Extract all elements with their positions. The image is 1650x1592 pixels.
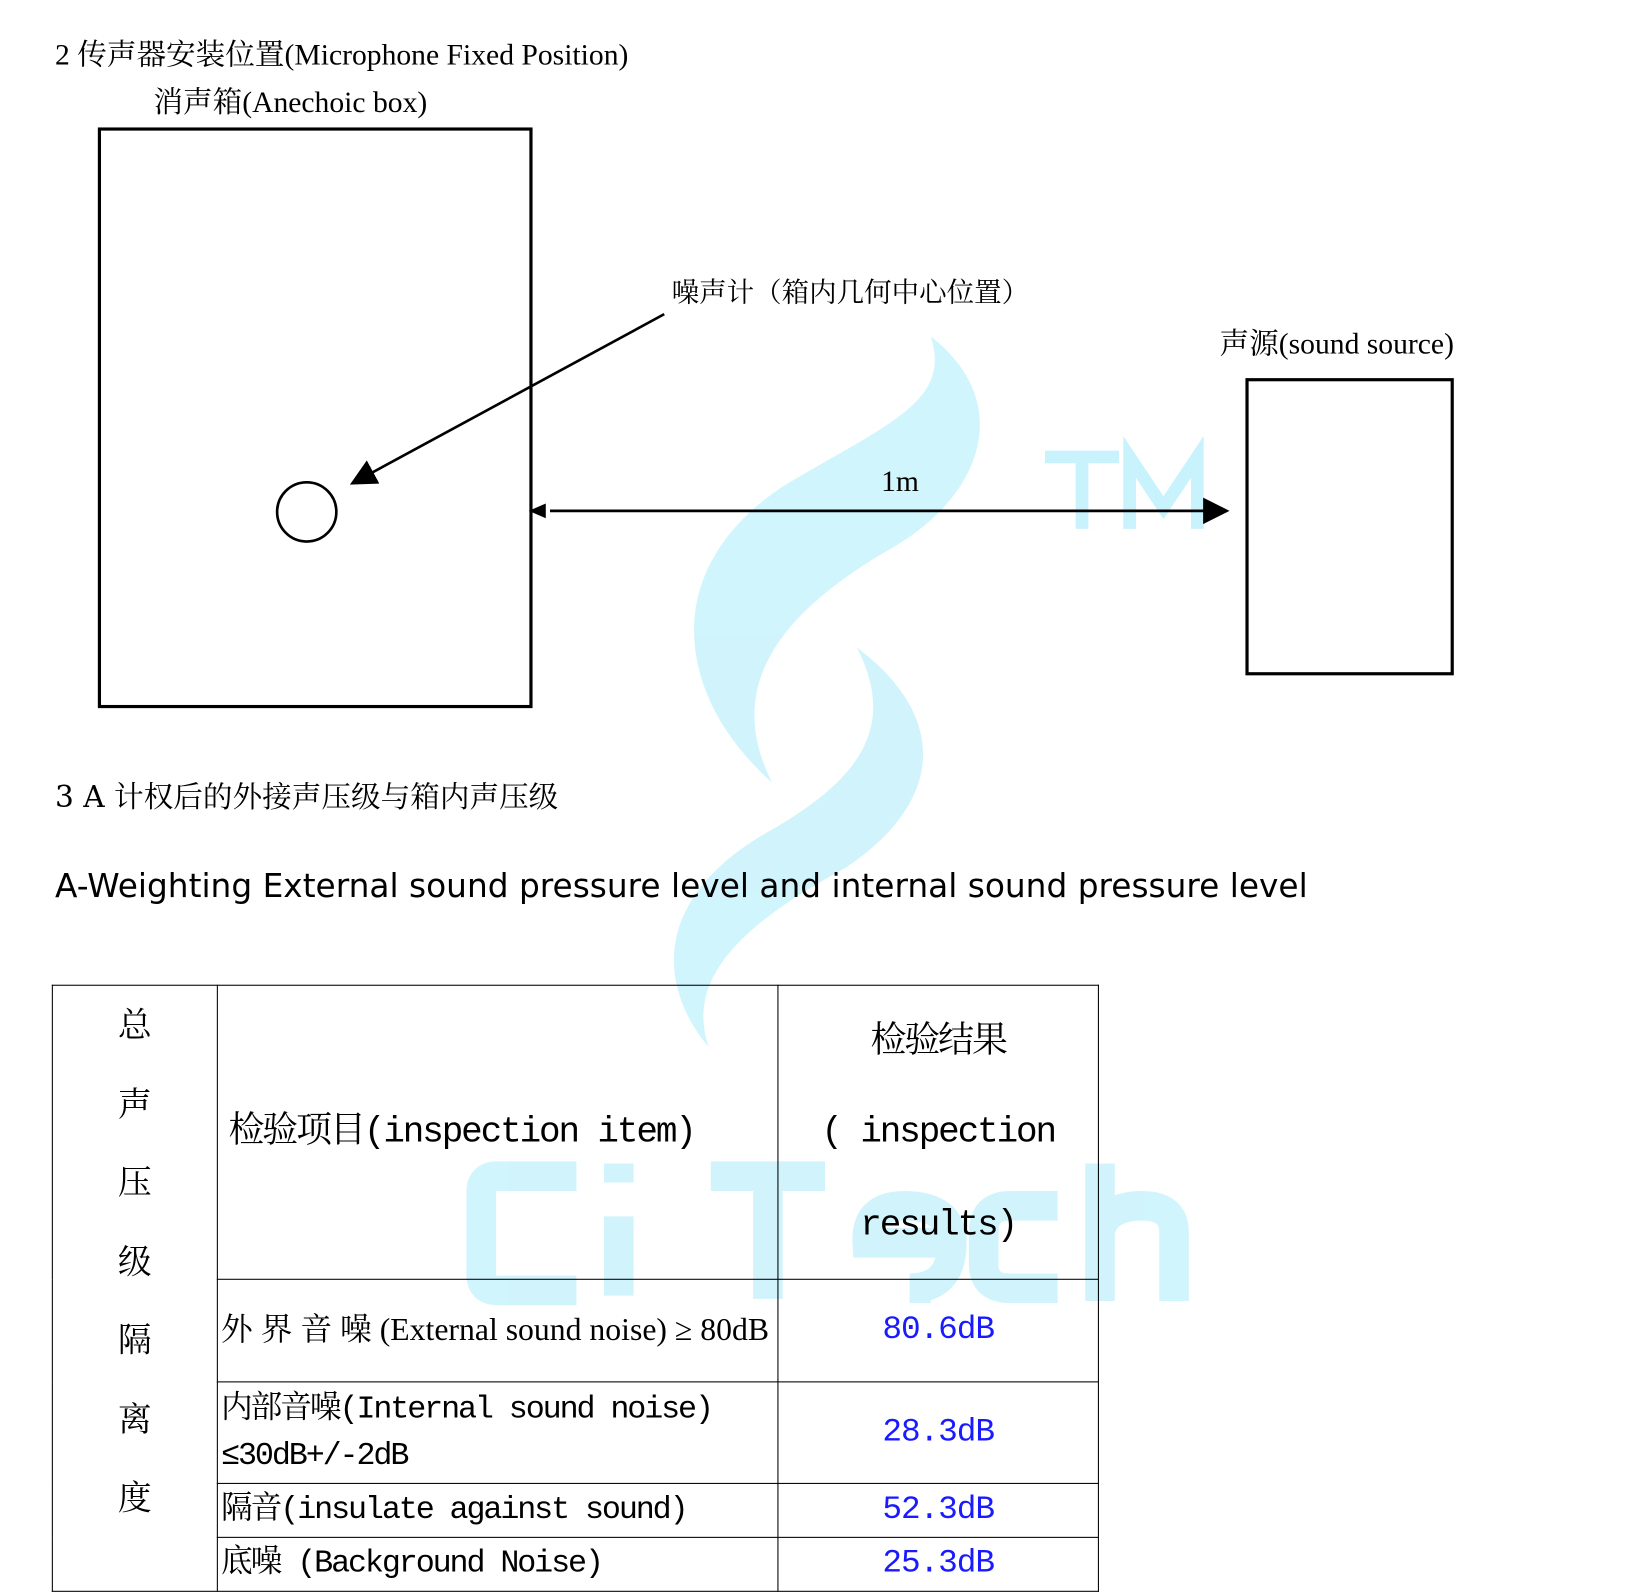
group-char: 隔: [117, 1320, 152, 1361]
header-result-line: 检验结果: [870, 1018, 1006, 1061]
anechoic-box: [99, 129, 531, 707]
row-result: 28.3dB: [778, 1382, 1098, 1484]
noise-meter-label: 噪声计（箱内几何中心位置）: [671, 277, 1030, 309]
noise-meter-circle: [277, 482, 336, 541]
header-result-line: results): [860, 1205, 1017, 1246]
sound-source-label: 声源(sound source): [1219, 327, 1454, 361]
section-2-heading: 2 传声器安装位置(Microphone Fixed Position): [55, 39, 629, 72]
section-3-heading: 3 A 计权后的外接声压级与箱内声压级: [55, 779, 559, 815]
row-item: 隔音(insulate against sound): [217, 1483, 778, 1537]
group-label-cell: [52, 985, 217, 1591]
group-char: 离: [117, 1398, 152, 1440]
meter-pointer-arrow: [352, 314, 664, 483]
row-result: 52.3dB: [778, 1483, 1098, 1537]
microphone-position-diagram: [0, 0, 1650, 762]
row-result: 80.6dB: [778, 1279, 1098, 1382]
group-char: 总: [117, 1004, 152, 1046]
row-item: 外 界 音 噪 (External sound noise) ≥ 80dB: [217, 1279, 778, 1382]
sound-isolation-table: [52, 985, 1099, 1592]
group-char: 声: [117, 1083, 152, 1124]
group-char: 级: [117, 1241, 152, 1282]
sound-source-box: [1247, 380, 1452, 674]
group-char: 度: [117, 1477, 152, 1518]
distance-label: 1m: [881, 465, 919, 499]
section-3-subheading: A-Weighting External sound pressure level and internal sound pressure level: [55, 867, 1308, 906]
row-item: 底噪 (Background Noise): [217, 1537, 778, 1591]
group-char: 压: [117, 1162, 152, 1203]
row-item: 内部音噪(Internal sound noise) ≤30dB+/-2dB: [217, 1382, 778, 1484]
anechoic-box-label: 消声箱(Anechoic box): [153, 86, 428, 120]
header-result-line: ( inspection: [821, 1112, 1055, 1153]
header-result: [778, 985, 1098, 1279]
header-item: 检验项目(inspection item): [217, 985, 778, 1279]
row-result: 25.3dB: [778, 1537, 1098, 1591]
